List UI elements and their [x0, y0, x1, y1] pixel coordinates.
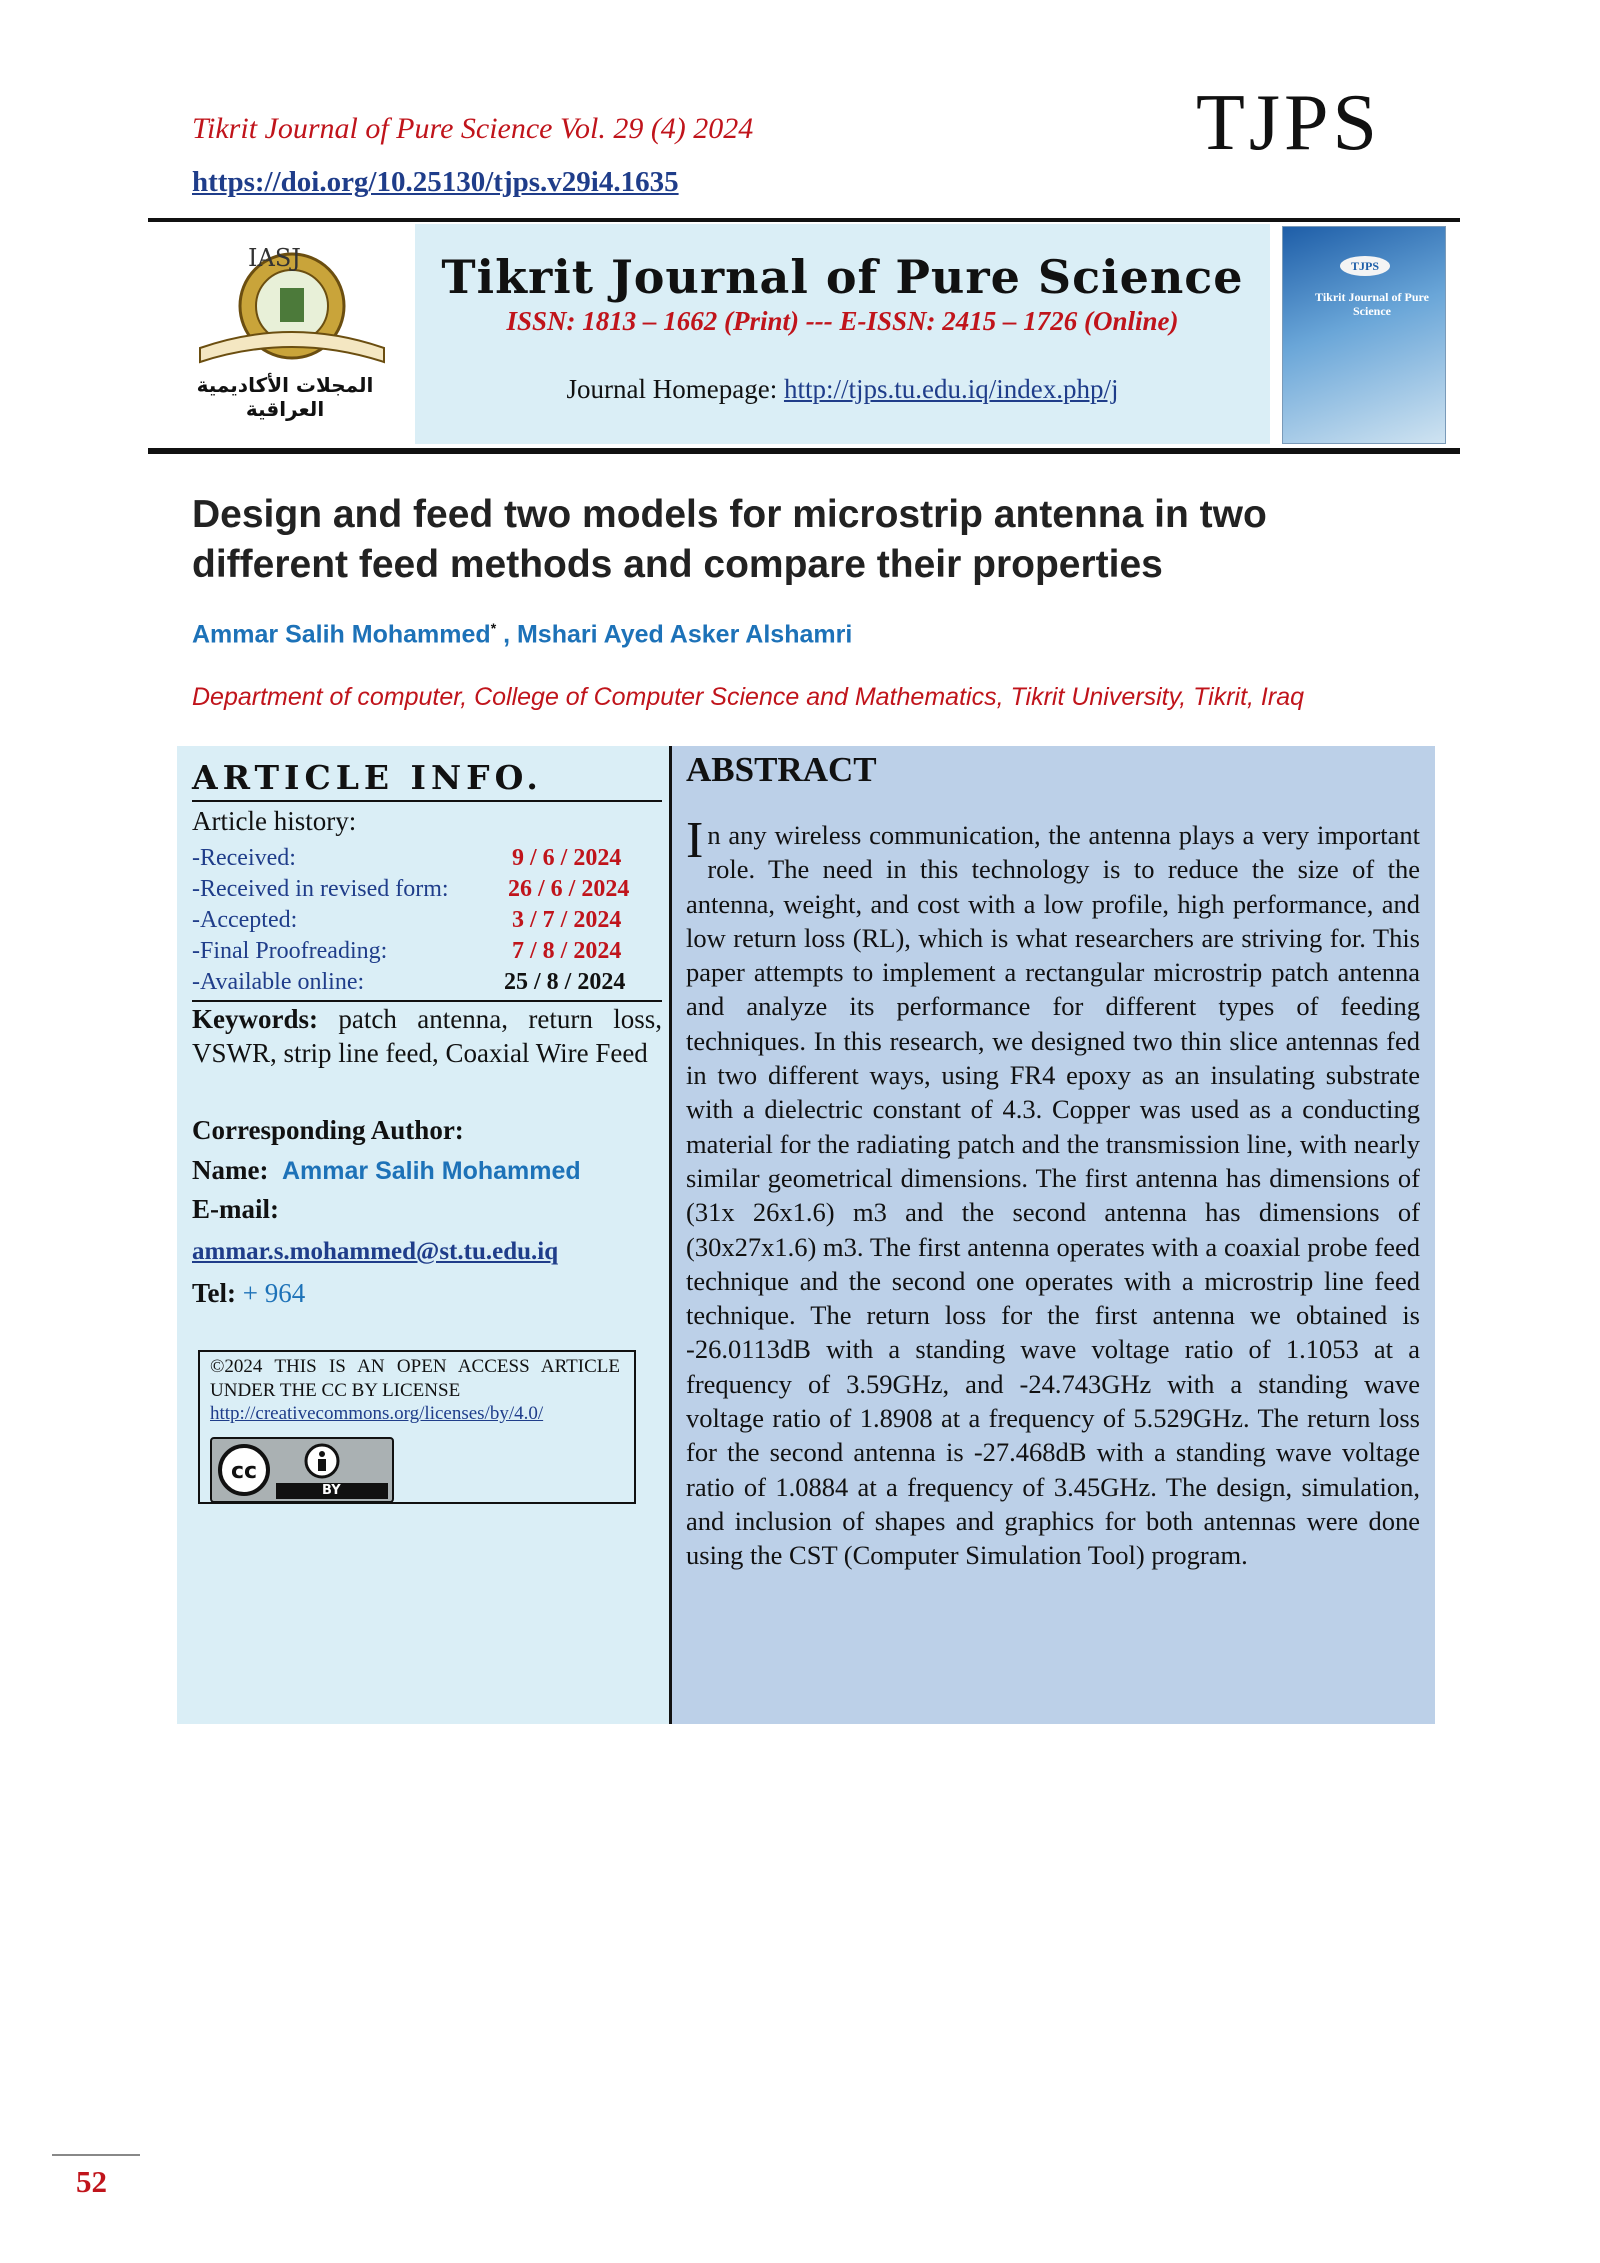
history-row	[192, 907, 662, 938]
email-label: E-mail:	[192, 1194, 279, 1224]
homepage-link[interactable]: http://tjps.tu.edu.iq/index.php/j	[783, 374, 1119, 404]
journal-volume-line: Tikrit Journal of Pure Science Vol. 29 (4) 2024	[192, 112, 754, 145]
cover-title: Tikrit Journal of Pure Science	[1315, 290, 1429, 318]
history-label: -Received:	[192, 845, 296, 871]
author-name: Ammar Salih Mohammed	[281, 1157, 581, 1185]
history-date: 25 / 8 / 2024	[504, 969, 626, 995]
cc-icon	[212, 1439, 392, 1501]
doi-link[interactable]: https://doi.org/10.25130/tjps.v29i4.1635	[192, 166, 679, 198]
iasj-label: IASJ	[248, 244, 301, 272]
journal-homepage	[415, 374, 1270, 405]
article-history-label: Article history:	[192, 806, 357, 836]
history-label: -Final Proofreading:	[192, 938, 388, 964]
keywords	[192, 1002, 662, 1070]
iasj-arabic-label: المجلات الأكاديمية العراقية	[196, 373, 374, 421]
keywords-label: Keywords:	[192, 1004, 318, 1034]
history-row	[192, 876, 662, 907]
abstract-text: n any wireless communication, the antenna plays a very important role. The need in this technology is to reduce the size of the antenna, weight, and cost with a low profile, high performance, and low return loss (RL), which is what researchers are striving for. This paper attempts to implement a rectangular microstrip patch antenna and analyze its performance for different types of feeding techniques. In this research, we designed two thin slice antennas fed in two different ways, using FR4 epoxy as an insulating substrate with a dielectric constant of 4.3. Copper was used as a conducting material for the radiating patch and the transmission line, with nearly similar geometrical dimensions. The first antenna has dimensions of (31x 26x1.6) m3 and the second antenna has dimensions of (30x27x1.6) m3. The first antenna operates with a coaxial probe feed technique and the second one operates with a microstrip line feed technique. The return loss for the first antenna we obtained is -26.0113dB with a standing wave voltage ratio of 1.1053 at a frequency of 3.59GHz, and -24.743GHz with a standing wave voltage ratio of 1.8908 at a frequency of 5.529GHz. The return loss for the second antenna is -27.468dB with a standing wave voltage ratio of 1.0884 at a frequency of 3.45GHz. The design, simulation, and inclusion of shapes and graphics for both antennas were done using the CST (Computer Simulation Tool) program.	[686, 820, 1420, 1571]
tel-label: Tel:	[192, 1278, 237, 1308]
journal-issn: ISSN: 1813 – 1662 (Print) --- E-ISSN: 2415 – 1726 (Online)	[506, 306, 1179, 336]
history-date: 7 / 8 / 2024	[512, 938, 622, 964]
cc-by-badge[interactable]	[210, 1437, 394, 1503]
author-email-link[interactable]: ammar.s.mohammed@st.tu.edu.iq	[192, 1238, 559, 1265]
cc-by-label: BY	[322, 1483, 341, 1498]
article-info-heading: ARTICLE INFO.	[192, 758, 543, 797]
abstract-body	[686, 812, 1420, 1573]
abstract-dropcap: I	[686, 812, 704, 869]
history-label: -Received in revised form:	[192, 876, 449, 902]
history-row	[192, 969, 662, 1000]
history-date: 9 / 6 / 2024	[512, 845, 622, 871]
header-top-rule	[148, 218, 1460, 222]
tjps-logo: TJPS	[1196, 79, 1381, 167]
name-label: Name	[192, 1155, 260, 1185]
journal-banner-title: Tikrit Journal of Pure Science	[441, 250, 1244, 304]
license-text: ©2024 THIS IS AN OPEN ACCESS ARTICLE UNDER THE CC BY LICENSE	[210, 1356, 620, 1401]
history-row	[192, 845, 662, 876]
abstract-heading: ABSTRACT	[686, 750, 877, 789]
cover-badge: TJPS	[1340, 256, 1390, 276]
article-info-rule	[192, 800, 662, 802]
author-name-line: Name: Ammar Salih Mohammed	[192, 1155, 581, 1185]
history-label: -Available online:	[192, 969, 365, 995]
footer-rule	[52, 2154, 140, 2156]
keywords-list: patch antenna, return loss, VSWR, strip line feed, Coaxial Wire Feed	[192, 1004, 662, 1068]
corresponding-mark: *	[490, 620, 497, 636]
history-row	[192, 938, 662, 969]
history-date: 3 / 7 / 2024	[512, 907, 622, 933]
corresponding-author-label: Corresponding Author:	[192, 1115, 464, 1145]
license-link[interactable]: http://creativecommons.org/licenses/by/4.0/	[210, 1403, 544, 1424]
homepage-label: Journal Homepage:	[566, 374, 784, 404]
history-label: -Accepted:	[192, 907, 298, 933]
history-date: 26 / 6 / 2024	[508, 876, 630, 902]
tel-value: + 964	[236, 1278, 306, 1308]
other-authors: , Mshari Ayed Asker Alshamri	[496, 620, 853, 649]
header-bottom-rule	[148, 448, 1460, 454]
author-affiliation: Department of computer, College of Computer Science and Mathematics, Tikrit University, Tikrit, Iraq	[192, 683, 1305, 711]
telephone-line	[192, 1278, 305, 1309]
svg-text:cc: cc	[230, 1459, 258, 1484]
article-title: Design and feed two models for microstrip antenna in two different feed methods and compare their properties	[192, 493, 1267, 586]
page-number: 52	[76, 2164, 107, 2199]
article-authors	[192, 620, 852, 649]
first-author: Ammar Salih Mohammed	[192, 620, 491, 649]
